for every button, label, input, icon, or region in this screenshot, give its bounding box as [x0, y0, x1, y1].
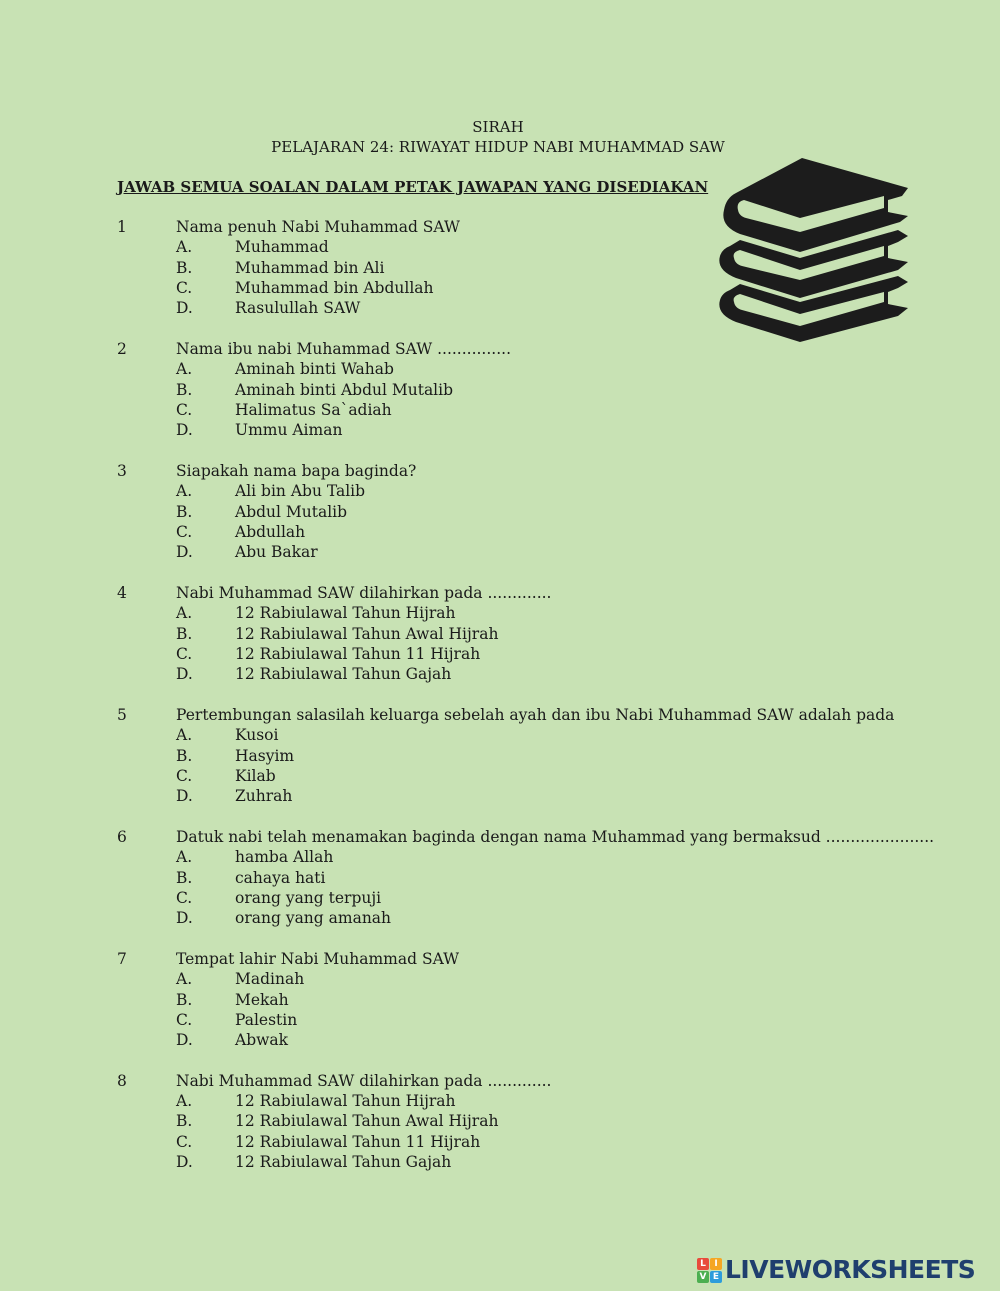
answer-option[interactable] — [0, 278, 1000, 298]
option-letter: B. — [176, 746, 193, 765]
option-text: orang yang amanah — [235, 909, 392, 928]
option-letter: C. — [176, 888, 193, 907]
option-text: 12 Rabiulawal Tahun 11 Hijrah — [235, 644, 481, 663]
option-text: Muhammad bin Ali — [235, 258, 385, 277]
question-text: Pertembungan salasilah keluarga sebelah ayah dan ibu Nabi Muhammad SAW adalah pada — [176, 705, 895, 724]
answer-option[interactable] — [0, 888, 1000, 908]
option-letter: D. — [176, 909, 193, 928]
option-letter: B. — [176, 502, 193, 521]
question-number: 6 — [117, 827, 127, 846]
answer-option[interactable] — [0, 725, 1000, 745]
option-text: Mekah — [235, 990, 289, 1009]
liveworksheets-brand[interactable] — [697, 1255, 975, 1285]
option-text: Muhammad — [235, 238, 329, 257]
option-text: Kusoi — [235, 726, 279, 745]
answer-option[interactable] — [0, 624, 1000, 644]
question-text: Nabi Muhammad SAW dilahirkan pada ............. — [176, 1071, 552, 1090]
option-letter: B. — [176, 380, 193, 399]
liveworksheets-logo-icon — [697, 1258, 722, 1283]
question-1 — [0, 217, 1000, 318]
question-line — [0, 827, 1000, 847]
question-list — [0, 217, 1000, 1193]
question-number: 4 — [117, 583, 127, 602]
option-text: 12 Rabiulawal Tahun Gajah — [235, 1153, 452, 1172]
question-2 — [0, 339, 1000, 440]
logo-tile: V — [697, 1271, 709, 1283]
question-text: Nama ibu nabi Muhammad SAW ............... — [176, 339, 511, 358]
question-4 — [0, 583, 1000, 684]
option-text: hamba Allah — [235, 848, 334, 867]
option-letter: C. — [176, 522, 193, 541]
option-text: Abdullah — [235, 522, 306, 541]
option-text: Kilab — [235, 766, 276, 785]
question-number: 1 — [117, 218, 127, 236]
option-letter: A. — [176, 726, 193, 745]
question-line — [0, 1071, 1000, 1091]
option-text: orang yang terpuji — [235, 888, 382, 907]
answer-option[interactable] — [0, 1132, 1000, 1152]
answer-option[interactable] — [0, 664, 1000, 684]
logo-tile: L — [697, 1258, 709, 1270]
option-text: Halimatus Sa`adiah — [235, 400, 392, 419]
answer-option[interactable] — [0, 786, 1000, 806]
option-letter: B. — [176, 990, 193, 1009]
option-text: 12 Rabiulawal Tahun Awal Hijrah — [235, 1112, 499, 1131]
question-6 — [0, 827, 1000, 928]
question-line — [0, 217, 1000, 237]
option-letter: D. — [176, 421, 193, 440]
question-number: 2 — [117, 339, 127, 358]
question-number: 5 — [117, 705, 127, 724]
question-number: 8 — [117, 1071, 127, 1090]
question-line — [0, 705, 1000, 725]
option-letter: D. — [176, 1153, 193, 1172]
option-letter: D. — [176, 665, 193, 684]
option-text: 12 Rabiulawal Tahun 11 Hijrah — [235, 1132, 481, 1151]
option-text: 12 Rabiulawal Tahun Gajah — [235, 665, 452, 684]
answer-option[interactable] — [0, 766, 1000, 786]
answer-option[interactable] — [0, 1152, 1000, 1172]
question-text: Datuk nabi telah menamakan baginda dengan nama Muhammad yang bermaksud ...................... — [176, 827, 935, 846]
option-text: 12 Rabiulawal Tahun Hijrah — [235, 1092, 456, 1111]
option-text: cahaya hati — [235, 868, 326, 887]
option-text: Muhammad bin Abdullah — [235, 278, 434, 297]
option-text: Aminah binti Abdul Mutalib — [235, 380, 454, 399]
option-letter: A. — [176, 360, 193, 379]
question-line — [0, 583, 1000, 603]
answer-option[interactable] — [0, 1010, 1000, 1030]
option-letter: B. — [176, 258, 193, 277]
answer-option[interactable] — [0, 359, 1000, 379]
option-text: Ali bin Abu Talib — [235, 482, 366, 501]
answer-option[interactable] — [0, 969, 1000, 989]
question-number: 3 — [117, 461, 127, 480]
answer-option[interactable] — [0, 1030, 1000, 1050]
logo-tile: I — [710, 1258, 722, 1270]
option-text: Rasulullah SAW — [235, 299, 361, 318]
answer-option[interactable] — [0, 990, 1000, 1010]
answer-option[interactable] — [0, 237, 1000, 257]
question-text: Nabi Muhammad SAW dilahirkan pada ............. — [176, 583, 552, 602]
question-7 — [0, 949, 1000, 1050]
option-letter: A. — [176, 238, 193, 257]
answer-option[interactable] — [0, 522, 1000, 542]
lesson-title: PELAJARAN 24: RIWAYAT HIDUP NABI MUHAMMAD SAW — [271, 138, 725, 156]
option-text: Abwak — [235, 1031, 289, 1050]
option-letter: B. — [176, 868, 193, 887]
question-8 — [0, 1071, 1000, 1172]
option-letter: C. — [176, 400, 193, 419]
question-line — [0, 339, 1000, 359]
answer-option[interactable] — [0, 258, 1000, 278]
option-letter: A. — [176, 604, 193, 623]
option-text: Aminah binti Wahab — [235, 360, 394, 379]
answer-option[interactable] — [0, 298, 1000, 318]
answer-option[interactable] — [0, 847, 1000, 867]
question-text: Tempat lahir Nabi Muhammad SAW — [176, 949, 460, 968]
option-letter: A. — [176, 970, 193, 989]
option-text: Abu Bakar — [235, 543, 318, 562]
answer-option[interactable] — [0, 481, 1000, 501]
option-letter: B. — [176, 1112, 193, 1131]
answer-option[interactable] — [0, 644, 1000, 664]
option-letter: D. — [176, 1031, 193, 1050]
option-letter: A. — [176, 848, 193, 867]
answer-option[interactable] — [0, 603, 1000, 623]
option-letter: A. — [176, 482, 193, 501]
option-letter: A. — [176, 1092, 193, 1111]
option-letter: C. — [176, 278, 193, 297]
option-letter: D. — [176, 787, 193, 806]
option-text: 12 Rabiulawal Tahun Awal Hijrah — [235, 624, 499, 643]
option-letter: B. — [176, 624, 193, 643]
option-letter: C. — [176, 1010, 193, 1029]
brand-name: LIVEWORKSHEETS — [725, 1255, 976, 1284]
answer-option[interactable] — [0, 746, 1000, 766]
answer-option[interactable] — [0, 908, 1000, 928]
answer-option[interactable] — [0, 420, 1000, 440]
question-line — [0, 949, 1000, 969]
question-5 — [0, 705, 1000, 806]
instruction-text: JAWAB SEMUA SOALAN DALAM PETAK JAWAPAN YANG DISEDIAKAN — [117, 178, 709, 196]
option-text: Hasyim — [235, 746, 295, 765]
question-3 — [0, 461, 1000, 562]
option-text: 12 Rabiulawal Tahun Hijrah — [235, 604, 456, 623]
option-text: Madinah — [235, 970, 305, 989]
question-text: Siapakah nama bapa baginda? — [176, 461, 417, 480]
answer-option[interactable] — [0, 868, 1000, 888]
option-text: Abdul Mutalib — [235, 502, 348, 521]
answer-option[interactable] — [0, 1091, 1000, 1111]
answer-option[interactable] — [0, 502, 1000, 522]
option-letter: D. — [176, 543, 193, 562]
option-letter: C. — [176, 644, 193, 663]
option-text: Palestin — [235, 1010, 298, 1029]
answer-option[interactable] — [0, 400, 1000, 420]
answer-option[interactable] — [0, 380, 1000, 400]
answer-option[interactable] — [0, 542, 1000, 562]
option-letter: D. — [176, 299, 193, 318]
question-text: Nama penuh Nabi Muhammad SAW — [176, 218, 460, 236]
option-letter: C. — [176, 1132, 193, 1151]
answer-option[interactable] — [0, 1111, 1000, 1131]
question-number: 7 — [117, 949, 127, 968]
option-text: Zuhrah — [235, 787, 293, 806]
subject-title: SIRAH — [472, 118, 524, 136]
option-letter: C. — [176, 766, 193, 785]
option-text: Ummu Aiman — [235, 421, 343, 440]
question-line — [0, 461, 1000, 481]
logo-tile: E — [710, 1271, 722, 1283]
